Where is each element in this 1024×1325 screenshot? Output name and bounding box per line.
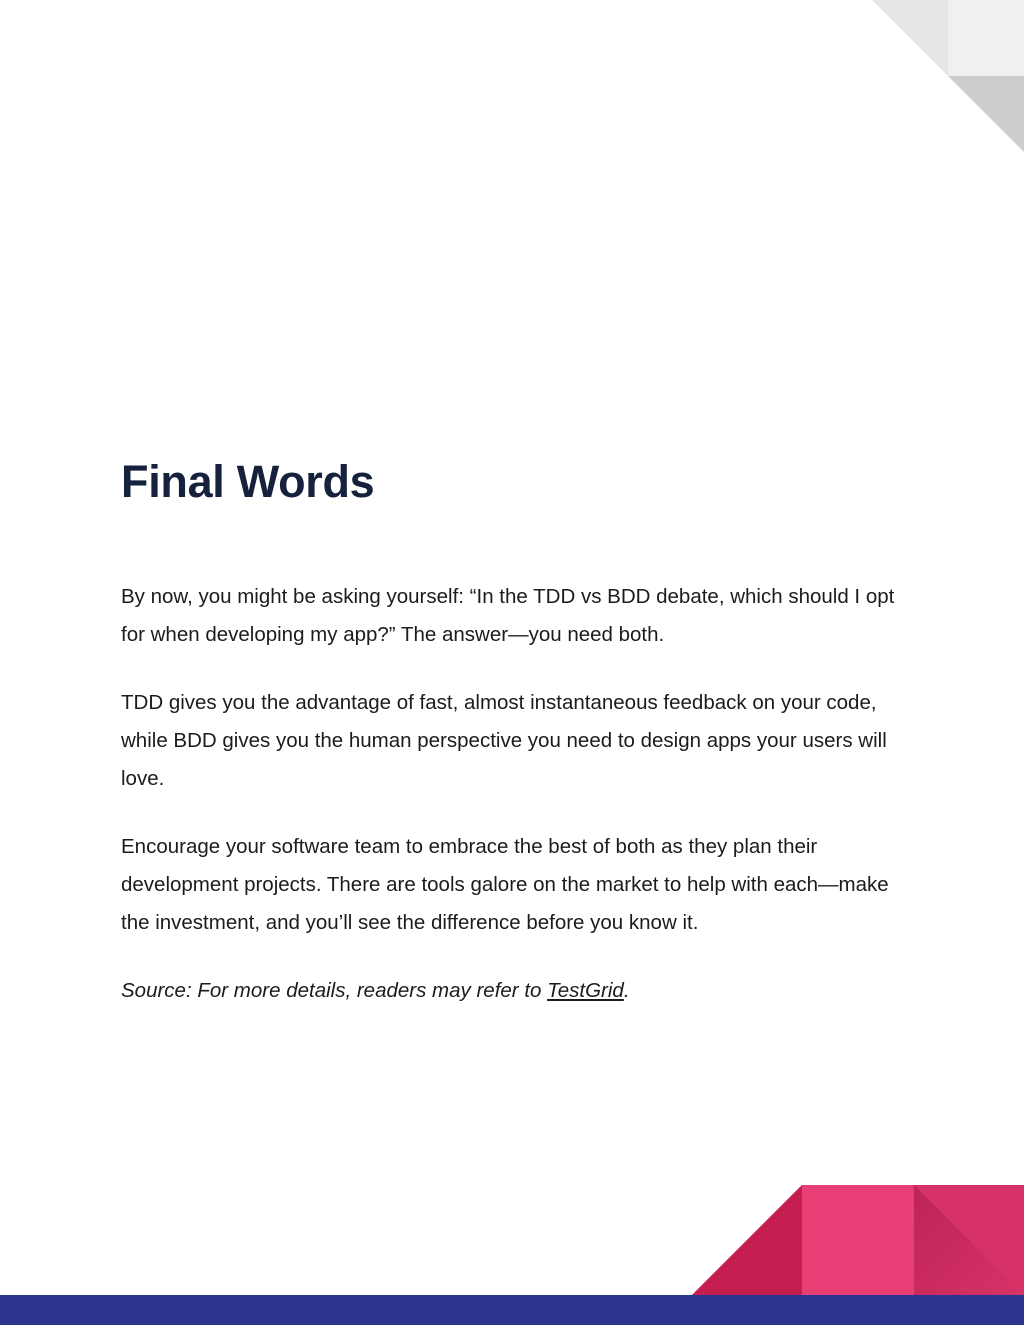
top-right-corner-decoration xyxy=(872,0,1024,152)
paragraph-3: Encourage your software team to embrace the best of both as they plan their development projects. There are tools galore on the market to help with each—make the investment, and you’ll see the difference before you know it. xyxy=(121,835,889,934)
paragraph-1: By now, you might be asking yourself: “In the TDD vs BDD debate, which should I opt for when developing my app?” The answer—you need both. xyxy=(121,585,895,646)
source-note xyxy=(121,972,911,1010)
testgrid-link[interactable]: TestGrid xyxy=(547,979,624,1002)
footer-bar xyxy=(0,1295,1024,1325)
source-prefix: Source: For more details, readers may refer to xyxy=(121,979,548,1002)
page-title: Final Words xyxy=(121,456,375,507)
main-content xyxy=(121,456,911,1010)
source-suffix: . xyxy=(623,979,630,1002)
paragraph-2: TDD gives you the advantage of fast, almost instantaneous feedback on your code, while BDD gives you the human perspective you need to design apps your users will love. xyxy=(121,691,887,790)
bottom-right-corner-decoration xyxy=(692,1185,1024,1295)
